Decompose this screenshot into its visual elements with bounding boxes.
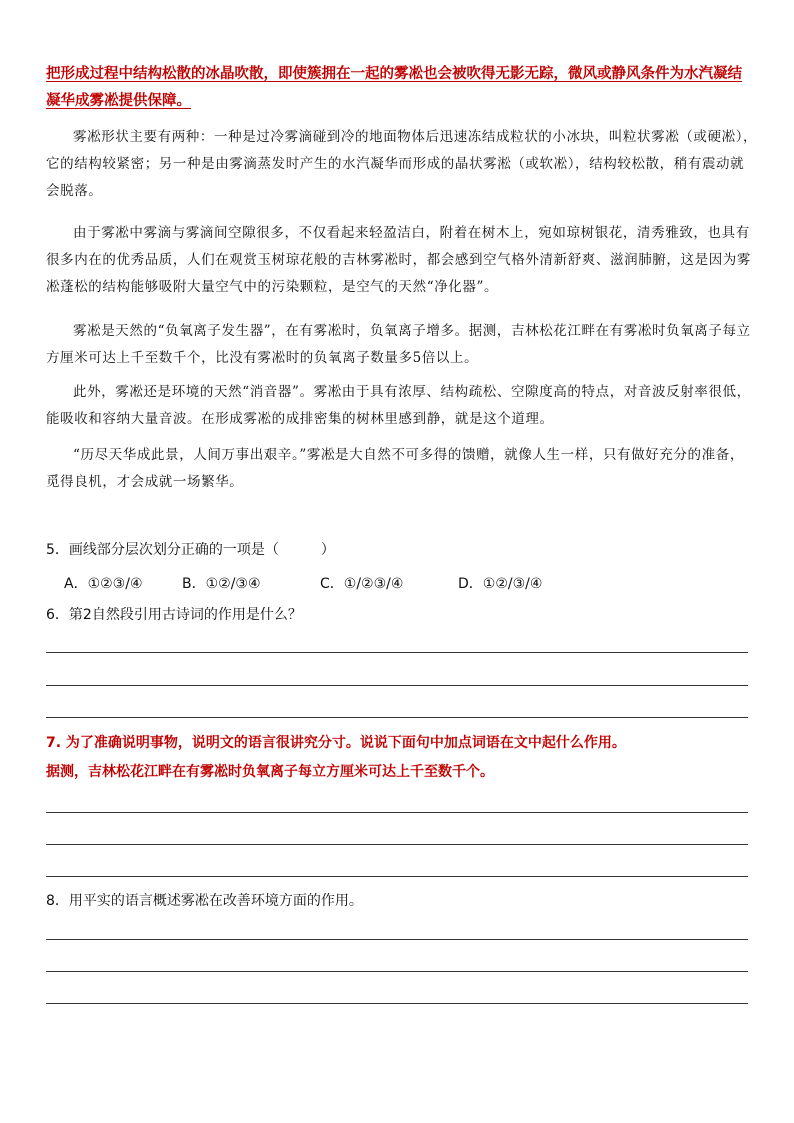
underlined-line-2: 凝华成雾凇提供保障。 <box>46 93 191 109</box>
answer-line-q8-3[interactable] <box>46 1003 748 1004</box>
option-a[interactable]: A．①②③/④ <box>64 576 143 592</box>
paragraph-conclusion: “历尽天华成此景，人间万事出艰辛。”雾凇是大自然不可多得的馈赠，就像人生一样，只有做好充分的准备，觅得良机，才会成就一场繁华。 <box>46 447 744 490</box>
question-6: 6．第2自然段引用古诗词的作用是什么？ <box>46 607 302 623</box>
option-c[interactable]: C．①/②③/④ <box>320 576 404 592</box>
question-5-options <box>64 574 542 594</box>
answer-line-q7-2[interactable] <box>46 844 748 845</box>
question-7-sentence: 据测，吉林松花江畔在有雾凇时负氧离子每立方厘米可达上千至数千个。 <box>46 764 494 780</box>
underlined-line-1: 把形成过程中结构松散的冰晶吹散，即使簇拥在一起的雾凇也会被吹得无影无踪，微风或静风条件为水汽凝结 <box>46 66 742 82</box>
answer-line-q7-1[interactable] <box>46 812 748 813</box>
underlined-passage <box>46 61 758 115</box>
answer-line-q8-1[interactable] <box>46 939 748 940</box>
answer-line-q6-3[interactable] <box>46 717 748 718</box>
answer-line-q7-3[interactable] <box>46 876 748 877</box>
option-b[interactable]: B．①②/③④ <box>182 576 261 592</box>
answer-line-q6-2[interactable] <box>46 685 748 686</box>
answer-line-q6-1[interactable] <box>46 652 748 653</box>
paragraph-shapes: 雾凇形状主要有两种：一种是过冷雾滴碰到冷的地面物体后迅速冻结成粒状的小冰块，叫粒状雾凇（或硬凇），它的结构较紧密；另一种是由雾滴蒸发时产生的水汽凝华而形成的晶状雾淞（或软凇），结构较松散，稍有震动就会脱落。 <box>46 129 758 199</box>
question-7: 7. 为了准确说明事物，说明文的语言很讲究分寸。说说下面句中加点词语在文中起什么作用。 <box>46 735 626 751</box>
paragraph-silencer: 此外，雾凇还是环境的天然“消音器”。雾凇由于具有浓厚、结构疏松、空隙度高的特点，对音波反射率很低，能吸收和容纳大量音波。在形成雾凇的成排密集的树林里感到静，就是这个道理。 <box>46 384 751 427</box>
question-8: 8．用平实的语言概述雾凇在改善环境方面的作用。 <box>46 893 363 909</box>
paragraph-purifier: 由于雾凇中雾滴与雾滴间空隙很多，不仅看起来轻盈洁白，附着在树木上，宛如琼树银花，清秀雅致，也具有很多内在的优秀品质，人们在观赏玉树琼花般的吉林雾凇时，都会感到空气格外清新舒爽、滋润肺腑，这是因为雾凇蓬松的结构能够吸附大量空气中的污染颗粒，是空气的天然“净化器”。 <box>46 225 751 295</box>
answer-line-q8-2[interactable] <box>46 971 748 972</box>
paragraph-negative-ions: 雾凇是天然的“负氧离子发生器”，在有雾凇时，负氧离子增多。据测，吉林松花江畔在有雾凇时负氧离子每立方厘米可达上千至数千个，比没有雾凇时的负氧离子数量多5倍以上。 <box>46 323 751 366</box>
question-5: 5．画线部分层次划分正确的一项是（ ） <box>46 542 335 558</box>
option-d[interactable]: D．①②/③/④ <box>458 576 543 592</box>
